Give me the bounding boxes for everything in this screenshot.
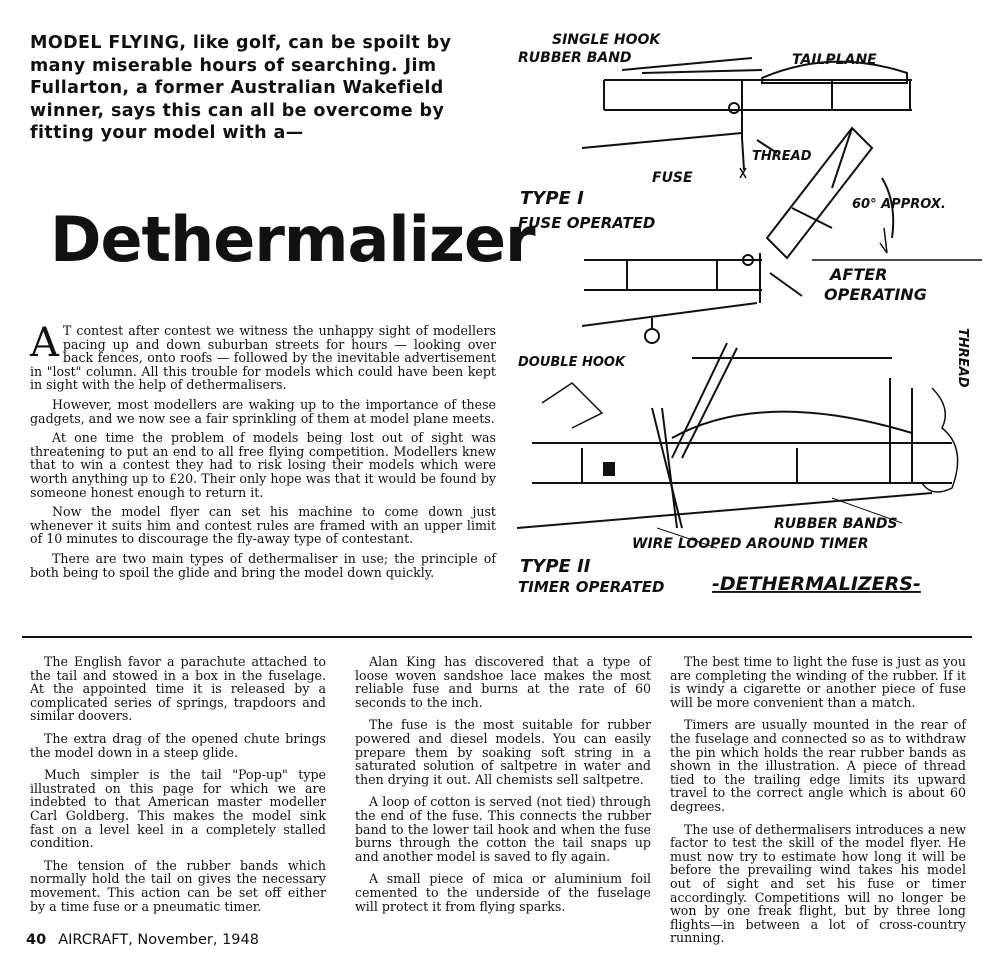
article-title: Dethermalizer [50,203,535,276]
lead-paragraph-3: At one time the problem of models being lost out of sight was threatening to put an end to all free flying competition. Modellers knew that to win a contest they had to risk losing their models which were worth anything up to £20. Their only hope was that it would be found by someone honest enough to return it. [30,430,496,500]
col1-paragraph: The tension of the rubber bands which normally hold the tail on gives the necessary movement. This action can be set off either by a time fuse or a pneumatic timer. [30,857,326,914]
page-number: 40 [26,932,47,948]
lead-paragraph-2: However, most modellers are waking up to the importance of these gadgets, and we now see a fair sprinkling of them at model plane meets. [30,396,496,426]
label-angle: 60° APPROX. [852,197,946,212]
col2-paragraph: Alan King has discovered that a type of loose woven sandshoe lace makes the most reliable fuse and burns at the rate of 60 seconds to the inch. [355,654,651,710]
label-rubber-band: RUBBER BAND [518,50,632,66]
dethermalizer-diagram [512,28,982,608]
label-fuse: FUSE [652,170,693,186]
lead-text [30,320,496,585]
col3-paragraph: Timers are usually mounted in the rear of the fuselage and connected so as to withdraw the pin which holds the rear rubber bands as shown in the illustration. A piece of thread tied to the trailing edge limits its upward travel to the correct angle which is about 60 degrees. [670,717,966,814]
col3-paragraph: The use of dethermalisers introduces a new factor to test the skill of the model flyer. He must now try to estimate how long it will be before the prevailing wind takes his model out of sight and set his fuse or timer accordingly. Competitions will no longer be won by one freak flight, but by three long flights—in between a lot of cross-country running. [670,821,966,946]
col3-paragraph: The best time to light the fuse is just as you are completing the winding of the rubber. If it is windy a cigarette or another piece of fuse will be more convenient than a match. [670,654,966,710]
column-2 [355,655,651,922]
label-after: AFTER [830,265,888,284]
label-rubber-bands: RUBBER BANDS [774,516,898,532]
lead-paragraph-5: There are two main types of dethermaliser in use; the principle of both being to spoil the glide and bring the model down quickly. [30,550,496,580]
lead-paragraph-1-text: T contest after contest we witness the unhappy sight of modellers pacing up and down suburban streets for hours — looking over back fences, onto roofs — followed by the inevitable advertisement in "lost" column. All this trouble for models which could have been kept in sight with the help of dethermalisers. [30,323,496,393]
label-timer-operated: TIMER OPERATED [518,578,665,596]
column-3 [670,655,966,954]
page-footer [26,932,259,948]
col2-paragraph: A loop of cotton is served (not tied) through the end of the fuse. This connects the rubber band to the lower tail hook and when the fuse burns through the cotton the tail snaps up and another model is saved to fly again. [355,794,651,864]
col2-paragraph: The fuse is the most suitable for rubber powered and diesel models. You can easily prepare them by soaking soft string in a saturated solution of saltpetre in water and then drying it out. All chemists sell saltpetre. [355,717,651,787]
label-type2: TYPE II [520,556,591,577]
label-tailplane: TAILPLANE [792,52,877,68]
lead-paragraph-4: Now the model flyer can set his machine to come down just whenever it suits him and contest rules are framed with an upper limit of 10 minutes to discourage the fly-away type of contestant. [30,504,496,547]
col1-paragraph: Much simpler is the tail "Pop-up" type illustrated on this page for which we are indebted to that American master modeller Carl Goldberg. This makes the model sink fast on a level keel in a completely stalled condition. [30,767,326,851]
label-wire-looped: WIRE LOOPED AROUND TIMER [632,536,869,552]
publication-info: AIRCRAFT, November, 1948 [58,932,259,948]
label-double-hook: DOUBLE HOOK [518,355,626,370]
label-thread: THREAD [752,149,812,164]
drop-cap: A [30,320,59,366]
label-fuse-operated: FUSE OPERATED [518,214,656,232]
diagram-caption: -DETHERMALIZERS- [712,573,921,595]
column-1 [30,655,326,922]
label-type1: TYPE I [520,188,584,209]
label-operating: OPERATING [824,285,927,304]
intro-blurb: MODEL FLYING, like golf, can be spoilt by many miserable hours of searching. Jim Fullarton, a former Australian Wakefield winner, says this can all be overcome by fitting your model with a— [30,33,452,143]
col1-paragraph: The English favor a parachute attached to the tail and stowed in a box in the fuselage. At the appointed time it is released by a complicated series of springs, trapdoors and similar doovers. [30,654,326,724]
lead-paragraph-1 [30,320,496,393]
col2-paragraph: A small piece of mica or aluminium foil cemented to the underside of the fuselage will protect it from flying sparks. [355,871,651,914]
label-thread-vertical: THREAD [955,328,970,388]
label-single-hook: SINGLE HOOK [552,32,661,48]
col1-paragraph: The extra drag of the opened chute brings the model down in a steep glide. [30,730,326,760]
section-divider [22,636,972,638]
